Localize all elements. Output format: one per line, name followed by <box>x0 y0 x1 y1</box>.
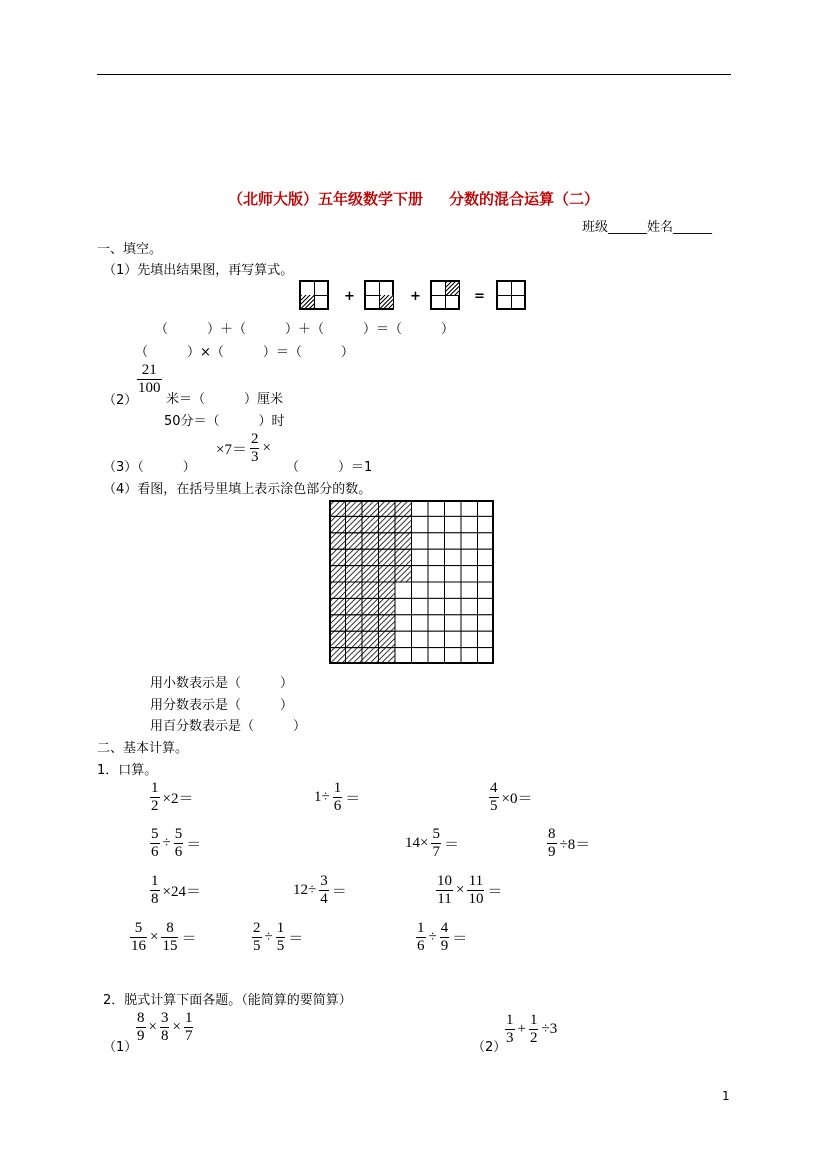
grid-cell <box>428 549 445 565</box>
grid-cell <box>428 615 445 631</box>
grid-cell-shaded <box>379 615 396 631</box>
grid-cell-shaded <box>346 598 363 614</box>
grid-cell-shaded <box>329 648 346 664</box>
grid-cell <box>428 582 445 598</box>
grid-cell-shaded <box>329 631 346 647</box>
calc-c: $\frac{4}{5}$ ×0＝ <box>490 780 533 814</box>
section1-heading: 一、填空。 <box>97 242 163 257</box>
grid-cell <box>428 533 445 549</box>
grid-cell-shaded <box>329 549 346 565</box>
page-title <box>0 188 827 209</box>
grid-cell-shaded <box>346 648 363 664</box>
problem1-expression: $\frac{8}{9}$ × $\frac{3}{8}$ × $\frac{1}{7}$ <box>137 1010 193 1044</box>
q4-label: （4）看图，在括号里填上表示涂色部分的数。 <box>103 482 372 497</box>
q4-answer-decimal: 用小数表示是（ ） <box>150 676 294 691</box>
grid-cell <box>412 516 429 532</box>
grid-cell-shaded <box>379 648 396 664</box>
grid-cell-shaded <box>379 549 396 565</box>
q2-label: （2） <box>103 393 138 408</box>
grid-cell-shaded <box>362 598 379 614</box>
q3-expression: ×7＝ $\frac{2}{3}$ × <box>216 431 271 465</box>
grid-cell-shaded <box>362 615 379 631</box>
plus-sign-2: + <box>410 289 421 304</box>
grid-cell <box>478 615 495 631</box>
grid-cell-shaded <box>379 516 396 532</box>
grid-cell <box>478 549 495 565</box>
grid-cell-shaded <box>346 533 363 549</box>
grid-cell <box>445 533 462 549</box>
grid-cell <box>412 615 429 631</box>
section2-heading: 二、基本计算。 <box>97 741 189 756</box>
q2-fraction: $\frac{21}{100}$ <box>138 362 161 396</box>
grid-cell <box>478 648 495 664</box>
grid-cell <box>428 516 445 532</box>
step-calc-label: 2．脱式计算下面各题。（能简算的要简算） <box>103 993 352 1008</box>
q1-label: （1）先填出结果图，再写算式。 <box>103 263 294 278</box>
grid-cell-shaded <box>395 500 412 516</box>
grid-cell <box>428 500 445 516</box>
grid-cell <box>395 582 412 598</box>
grid-cell-shaded <box>329 500 346 516</box>
q4-answer-fraction: 用分数表示是（ ） <box>150 698 294 713</box>
grid-cell <box>445 598 462 614</box>
calc-d: $\frac{5}{6}$ ÷ $\frac{5}{6}$ ＝ <box>151 826 202 860</box>
grid-cell <box>412 648 429 664</box>
grid-cell-shaded <box>346 582 363 598</box>
grid-cell-shaded <box>329 582 346 598</box>
grid-cell-shaded <box>362 566 379 582</box>
q1-line1: （ ）＋（ ）＋（ ）＝（ ） <box>155 322 455 337</box>
grid-cell-shaded <box>379 598 396 614</box>
grid-cell <box>461 566 478 582</box>
grid-cell <box>461 615 478 631</box>
grid-cell-shaded <box>329 566 346 582</box>
calc-j: $\frac{5}{16}$ × $\frac{8}{15}$ ＝ <box>131 920 197 954</box>
grid-cell-shaded <box>395 549 412 565</box>
grid-cell <box>478 631 495 647</box>
grid-cell-shaded <box>346 566 363 582</box>
page-number: 1 <box>722 1089 730 1103</box>
grid-cell <box>478 598 495 614</box>
grid-cell <box>445 615 462 631</box>
title-part2: 分数的混合运算（二） <box>449 190 600 208</box>
result-square[interactable] <box>496 280 526 310</box>
grid-cell <box>412 566 429 582</box>
grid-cell <box>445 516 462 532</box>
grid-cell-shaded <box>395 516 412 532</box>
grid-cell <box>478 566 495 582</box>
grid-cell <box>445 648 462 664</box>
grid-cell <box>395 598 412 614</box>
calc-g: $\frac{1}{8}$ ×24＝ <box>151 873 201 907</box>
header-rule <box>97 74 731 75</box>
grid-cell <box>428 631 445 647</box>
q3-label: （3）（ ） <box>103 460 196 475</box>
grid-cell <box>478 533 495 549</box>
grid-cell-shaded <box>362 516 379 532</box>
grid-cell <box>395 631 412 647</box>
grid-cell <box>445 500 462 516</box>
grid-cell-shaded <box>379 582 396 598</box>
hundred-grid <box>329 500 494 664</box>
q1-line2: （ ）×（ ）＝（ ） <box>135 345 354 360</box>
plus-sign-1: + <box>344 289 355 304</box>
grid-cell <box>428 566 445 582</box>
grid-cell-shaded <box>379 533 396 549</box>
grid-cell-shaded <box>362 631 379 647</box>
problem1-label: （1） <box>103 1040 138 1055</box>
mental-math-label: 1．口算。 <box>97 763 158 778</box>
grid-cell-shaded <box>395 533 412 549</box>
grid-cell <box>461 648 478 664</box>
grid-cell <box>428 648 445 664</box>
grid-cell <box>412 598 429 614</box>
calc-e: 14× $\frac{5}{7}$ ＝ <box>405 826 459 860</box>
grid-cell-shaded <box>329 516 346 532</box>
grid-cell <box>461 516 478 532</box>
equals-sign: = <box>474 289 485 304</box>
grid-cell <box>445 582 462 598</box>
calc-f: $\frac{8}{9}$ ÷8＝ <box>548 826 591 860</box>
grid-cell <box>412 500 429 516</box>
grid-cell-shaded <box>379 500 396 516</box>
q3-tail: （ ）＝1 <box>286 460 373 475</box>
grid-cell <box>478 582 495 598</box>
grid-cell <box>412 549 429 565</box>
calc-b: 1÷ $\frac{1}{6}$ ＝ <box>314 780 361 814</box>
q4-answer-percent: 用百分数表示是（ ） <box>150 719 307 734</box>
grid-cell <box>461 533 478 549</box>
grid-cell-shaded <box>379 631 396 647</box>
grid-cell <box>445 549 462 565</box>
grid-cell <box>461 582 478 598</box>
calc-i: $\frac{10}{11}$ × $\frac{11}{10}$ ＝ <box>437 873 503 907</box>
grid-cell-shaded <box>362 582 379 598</box>
grid-cell <box>395 648 412 664</box>
class-name-line: 班级______姓名______ <box>582 220 713 235</box>
grid-cell <box>461 631 478 647</box>
grid-cell <box>461 549 478 565</box>
grid-cell <box>395 615 412 631</box>
grid-cell-shaded <box>362 500 379 516</box>
grid-cell-shaded <box>395 566 412 582</box>
calc-a: $\frac{1}{2}$ ×2＝ <box>151 780 194 814</box>
grid-cell-shaded <box>346 549 363 565</box>
grid-cell-shaded <box>362 533 379 549</box>
calc-l: $\frac{1}{6}$ ÷ $\frac{4}{9}$ ＝ <box>417 920 468 954</box>
grid-cell <box>478 500 495 516</box>
grid-cell-shaded <box>329 533 346 549</box>
grid-cell-shaded <box>346 500 363 516</box>
grid-cell <box>478 516 495 532</box>
grid-cell-shaded <box>329 615 346 631</box>
grid-cell <box>412 533 429 549</box>
grid-cell <box>461 598 478 614</box>
grid-cell <box>412 631 429 647</box>
problem2-label: （2） <box>472 1040 507 1055</box>
grid-cell-shaded <box>379 566 396 582</box>
title-part1: （北师大版）五年级数学下册 <box>227 190 423 208</box>
grid-cell-shaded <box>346 615 363 631</box>
calc-h: 12÷ $\frac{3}{4}$ ＝ <box>293 873 347 907</box>
grid-cell <box>412 582 429 598</box>
grid-cell <box>428 598 445 614</box>
problem2-expression: $\frac{1}{3}$ + $\frac{1}{2}$ ÷3 <box>506 1012 558 1046</box>
grid-cell <box>445 631 462 647</box>
grid-cell-shaded <box>329 598 346 614</box>
q2-line1: 米＝（ ）厘米 <box>166 392 284 407</box>
q2-line2: 50分＝（ ）时 <box>164 414 285 429</box>
grid-cell-shaded <box>346 631 363 647</box>
grid-cell-shaded <box>346 516 363 532</box>
grid-cell-shaded <box>362 648 379 664</box>
grid-cell <box>461 500 478 516</box>
grid-cell <box>445 566 462 582</box>
grid-cell-shaded <box>362 549 379 565</box>
calc-k: $\frac{2}{5}$ ÷ $\frac{1}{5}$ ＝ <box>253 920 304 954</box>
